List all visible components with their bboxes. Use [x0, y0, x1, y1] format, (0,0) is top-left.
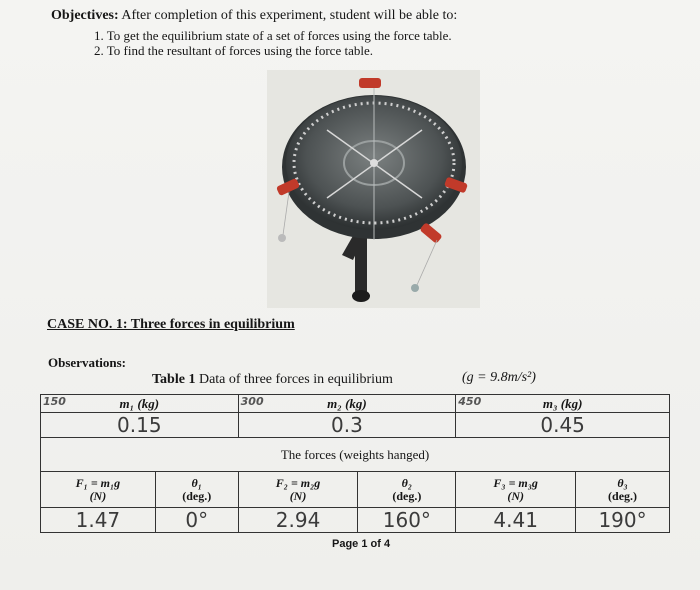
objectives-heading: Objectives: After completion of this experiment, student will be able to:: [51, 8, 458, 23]
objective-item: 2. To find the resultant of forces using the force table.: [94, 43, 373, 58]
angle-value-2: 160°: [358, 508, 456, 533]
force-header-1: F₁ = m₁g (N): [41, 472, 156, 508]
angle-value-1: 0°: [155, 508, 238, 533]
force-header-3: F₃ = m₃g (N): [456, 472, 576, 508]
angle-value-3: 190°: [576, 508, 670, 533]
mass-value-2: 0.3: [238, 413, 456, 438]
mass-header-2: 300 m₂ (kg): [238, 395, 456, 413]
table-caption: Table 1 Data of three forces in equilibrium: [152, 372, 393, 387]
force-data-table: [40, 394, 670, 533]
mass-header-3: 450 m₃ (kg): [456, 395, 670, 413]
force-value-3: 4.41: [456, 508, 576, 533]
observations-label: Observations:: [48, 355, 126, 370]
mass-header-1: 150 m₁ (kg): [41, 395, 239, 413]
gravity-note: (g = 9.8m/s²): [462, 370, 536, 385]
force-header-2: F₂ = m₂g (N): [238, 472, 358, 508]
page-number: Page 1 of 4: [332, 538, 391, 550]
force-value-2: 2.94: [238, 508, 358, 533]
force-table-photo: [267, 70, 480, 308]
objective-item: 1. To get the equilibrium state of a set of forces using the force table.: [94, 28, 452, 43]
angle-header-1: θ₁ (deg.): [155, 472, 238, 508]
forces-label: The forces (weights hanged): [41, 438, 670, 472]
mass-value-3: 0.45: [456, 413, 670, 438]
force-value-1: 1.47: [41, 508, 156, 533]
angle-header-2: θ₂ (deg.): [358, 472, 456, 508]
angle-header-3: θ₃ (deg.): [576, 472, 670, 508]
case-heading: CASE NO. 1: Three forces in equilibrium: [47, 317, 295, 332]
mass-value-1: 0.15: [41, 413, 239, 438]
